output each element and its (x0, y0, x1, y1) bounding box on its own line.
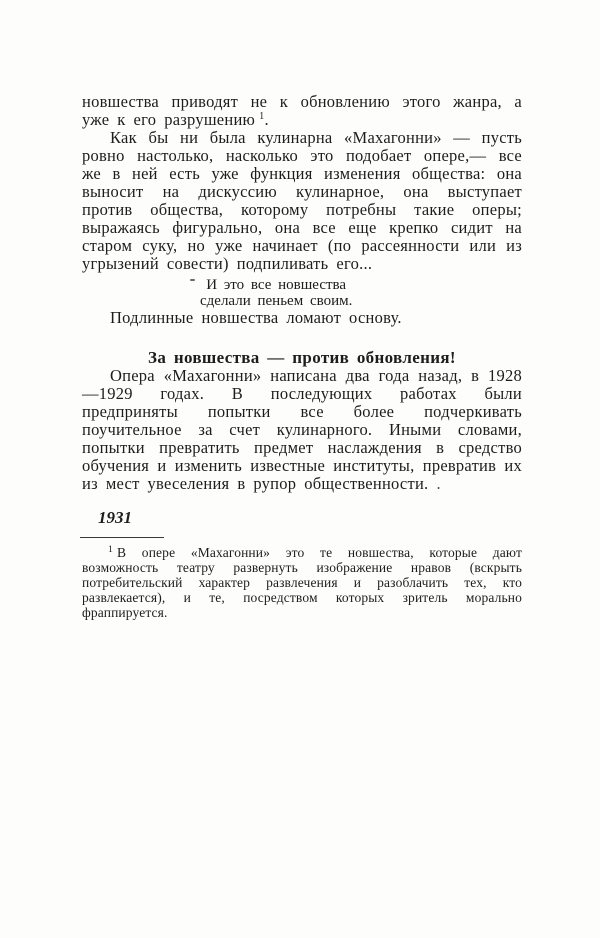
paragraph-continuation-period: . (264, 110, 269, 129)
paragraph-continuation-text: новшества приводят не к обновлению этого жанра, а уже к его разрушению (82, 92, 522, 129)
footnote-text: В опере «Махагонни» это те новшества, которые дают возможность театру развернуть изображение нравов (вскрыть потребительский характер развлечения и разоблачить тех, кто развлекается), и те, посредством которых зритель морально фраппируется. (82, 545, 522, 620)
verse-quote (200, 277, 352, 309)
paragraph-aphorism: Подлинные новшества ломают основу. (110, 308, 402, 327)
verse-line-1: И это все новшества (206, 277, 347, 293)
text-column (82, 93, 522, 620)
paragraph-opera-critique: Как бы ни была кулинарна «Махагонни» — пусть ровно настолько, насколько это подобает опере,— все же в ней есть уже функция изменения общества: она выносит на дискуссию кулинарное, она выступает против общества, которому потребны такие оперы; выражаясь фигурально, она все еще крепко сидит на старом суку, но уже начинает (по рассеянности или из угрызений совести) подпиливать его... (82, 128, 522, 273)
scan-artifact-dot (190, 279, 195, 281)
footnote-marker: 1 (108, 543, 113, 555)
scan-stray-period: . (436, 474, 441, 493)
footnote-reference: 1 (259, 110, 265, 122)
paragraph-opera-history-text: Опера «Махагонни» написана два года назад, в 1928—1929 годах. В последующих работах были предприняты попытки все более подчеркивать поучительное за счет кулинарного. Иными словами, попытки превратить предмет наслаждения в средство обучения и изменить известные институты, превратив их из мест увеселения в рупор общественности. (82, 366, 522, 493)
paragraph-opera-history (82, 367, 522, 493)
section-heading: За новшества — против обновления! (148, 348, 456, 367)
date-line: 1931 (98, 508, 132, 527)
verse-line-2: сделали пеньем своим. (200, 293, 353, 309)
footnote-divider (80, 537, 164, 538)
paragraph-continuation (82, 93, 522, 129)
footnote (82, 545, 522, 620)
